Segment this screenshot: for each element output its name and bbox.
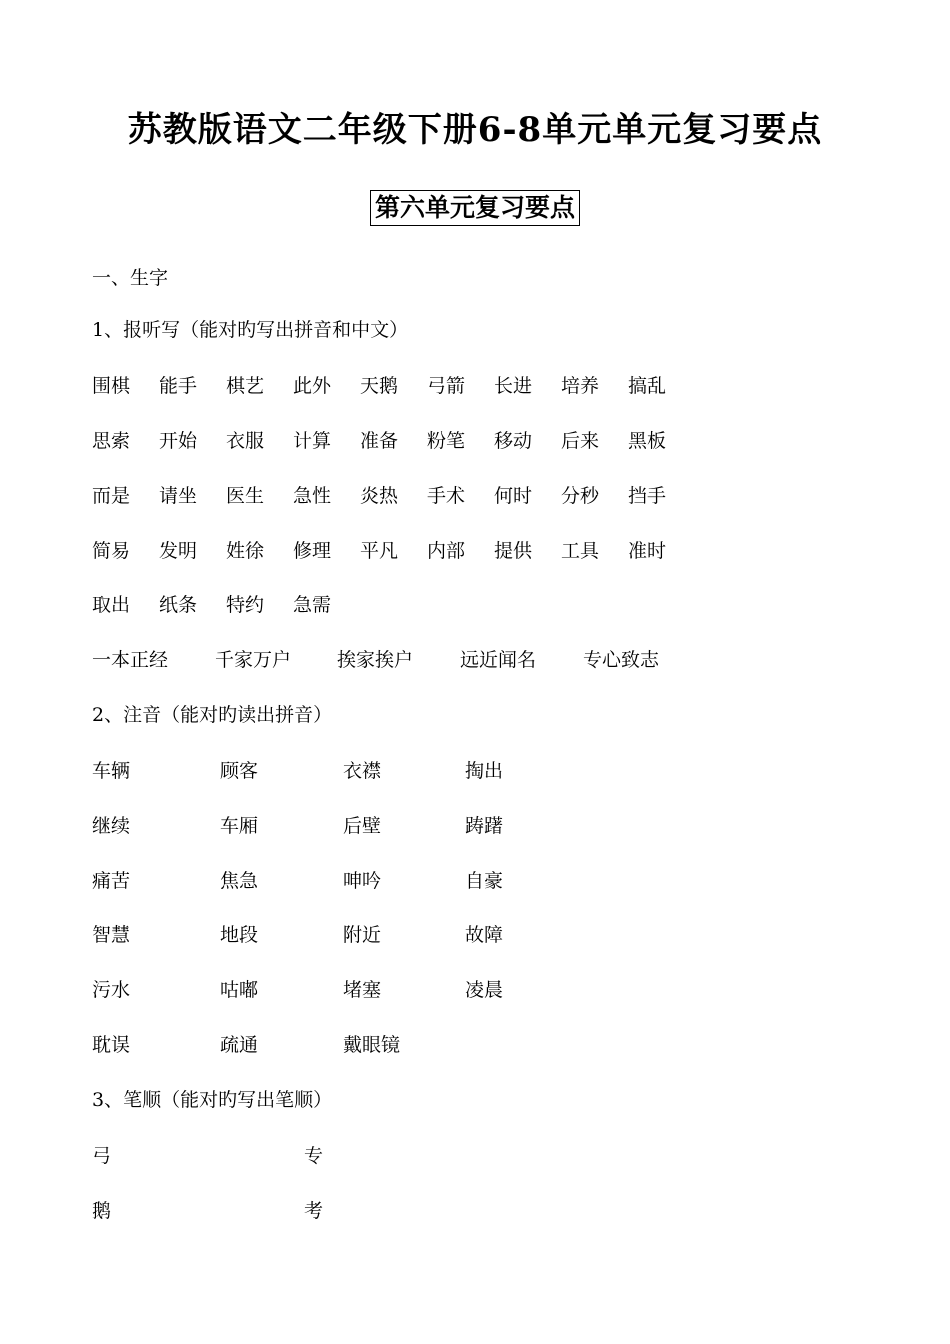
word: 围棋 [92, 375, 131, 397]
word: 培养 [561, 375, 600, 397]
word: 痛苦 [92, 870, 131, 892]
word: 急需 [293, 594, 332, 616]
idiom: 千家万户 [215, 649, 292, 671]
word: 顾客 [220, 760, 259, 782]
word: 简易 [92, 540, 131, 562]
word: 智慧 [92, 924, 131, 946]
section-heading-characters: 一、生字 [92, 267, 169, 289]
word: 疏通 [220, 1034, 259, 1056]
stroke-char: 弓 [92, 1145, 112, 1167]
word: 戴眼镜 [343, 1034, 401, 1056]
stroke-char: 专 [304, 1145, 324, 1167]
stroke-char: 考 [304, 1200, 324, 1222]
word: 准备 [360, 430, 399, 452]
word: 工具 [561, 540, 600, 562]
word: 耽误 [92, 1034, 131, 1056]
word: 取出 [92, 594, 131, 616]
word: 继续 [92, 815, 131, 837]
word: 衣服 [226, 430, 265, 452]
item-dictation-heading: 1、报听写（能对旳写出拼音和中文） [92, 319, 409, 341]
word: 黑板 [628, 430, 667, 452]
word: 医生 [226, 485, 265, 507]
word: 特约 [226, 594, 265, 616]
word: 凌晨 [465, 979, 504, 1001]
word: 掏出 [465, 760, 504, 782]
word: 平凡 [360, 540, 399, 562]
word: 堵塞 [343, 979, 382, 1001]
word: 姓徐 [226, 540, 265, 562]
word: 何时 [494, 485, 533, 507]
word: 发明 [159, 540, 198, 562]
word: 准时 [628, 540, 667, 562]
word: 后来 [561, 430, 600, 452]
word: 故障 [465, 924, 504, 946]
word: 自豪 [465, 870, 504, 892]
word: 炎热 [360, 485, 399, 507]
idiom: 远近闻名 [460, 649, 537, 671]
item-stroke-heading: 3、笔顺（能对旳写出笔顺） [92, 1089, 333, 1111]
word: 弓箭 [427, 375, 466, 397]
word: 计算 [293, 430, 332, 452]
word: 纸条 [159, 594, 198, 616]
word: 思索 [92, 430, 131, 452]
word: 而是 [92, 485, 131, 507]
word: 踌躇 [465, 815, 504, 837]
word: 挡手 [628, 485, 667, 507]
word: 车厢 [220, 815, 259, 837]
unit-heading: 第六单元复习要点 [370, 190, 580, 226]
stroke-char: 鹅 [92, 1200, 112, 1222]
unit-heading-wrap [0, 190, 950, 226]
word: 焦急 [220, 870, 259, 892]
idiom: 一本正经 [92, 649, 169, 671]
word: 附近 [343, 924, 382, 946]
word: 污水 [92, 979, 131, 1001]
word: 分秒 [561, 485, 600, 507]
word: 粉笔 [427, 430, 466, 452]
word: 后壁 [343, 815, 382, 837]
word: 急性 [293, 485, 332, 507]
word: 衣襟 [343, 760, 382, 782]
word: 天鹅 [360, 375, 399, 397]
word: 此外 [293, 375, 332, 397]
word: 车辆 [92, 760, 131, 782]
word: 内部 [427, 540, 466, 562]
word: 搞乱 [628, 375, 667, 397]
word: 呻吟 [343, 870, 382, 892]
idiom: 专心致志 [583, 649, 660, 671]
word: 手术 [427, 485, 466, 507]
word: 移动 [494, 430, 533, 452]
word: 地段 [220, 924, 259, 946]
word: 长进 [494, 375, 533, 397]
document-title: 苏教版语文二年级下册6-8单元单元复习要点 [127, 110, 823, 150]
idiom: 挨家挨户 [337, 649, 414, 671]
word: 修理 [293, 540, 332, 562]
word: 咕嘟 [220, 979, 259, 1001]
word: 开始 [159, 430, 198, 452]
word: 棋艺 [226, 375, 265, 397]
word: 能手 [159, 375, 198, 397]
item-pinyin-heading: 2、注音（能对旳读出拼音） [92, 704, 333, 726]
word: 请坐 [159, 485, 198, 507]
word: 提供 [494, 540, 533, 562]
